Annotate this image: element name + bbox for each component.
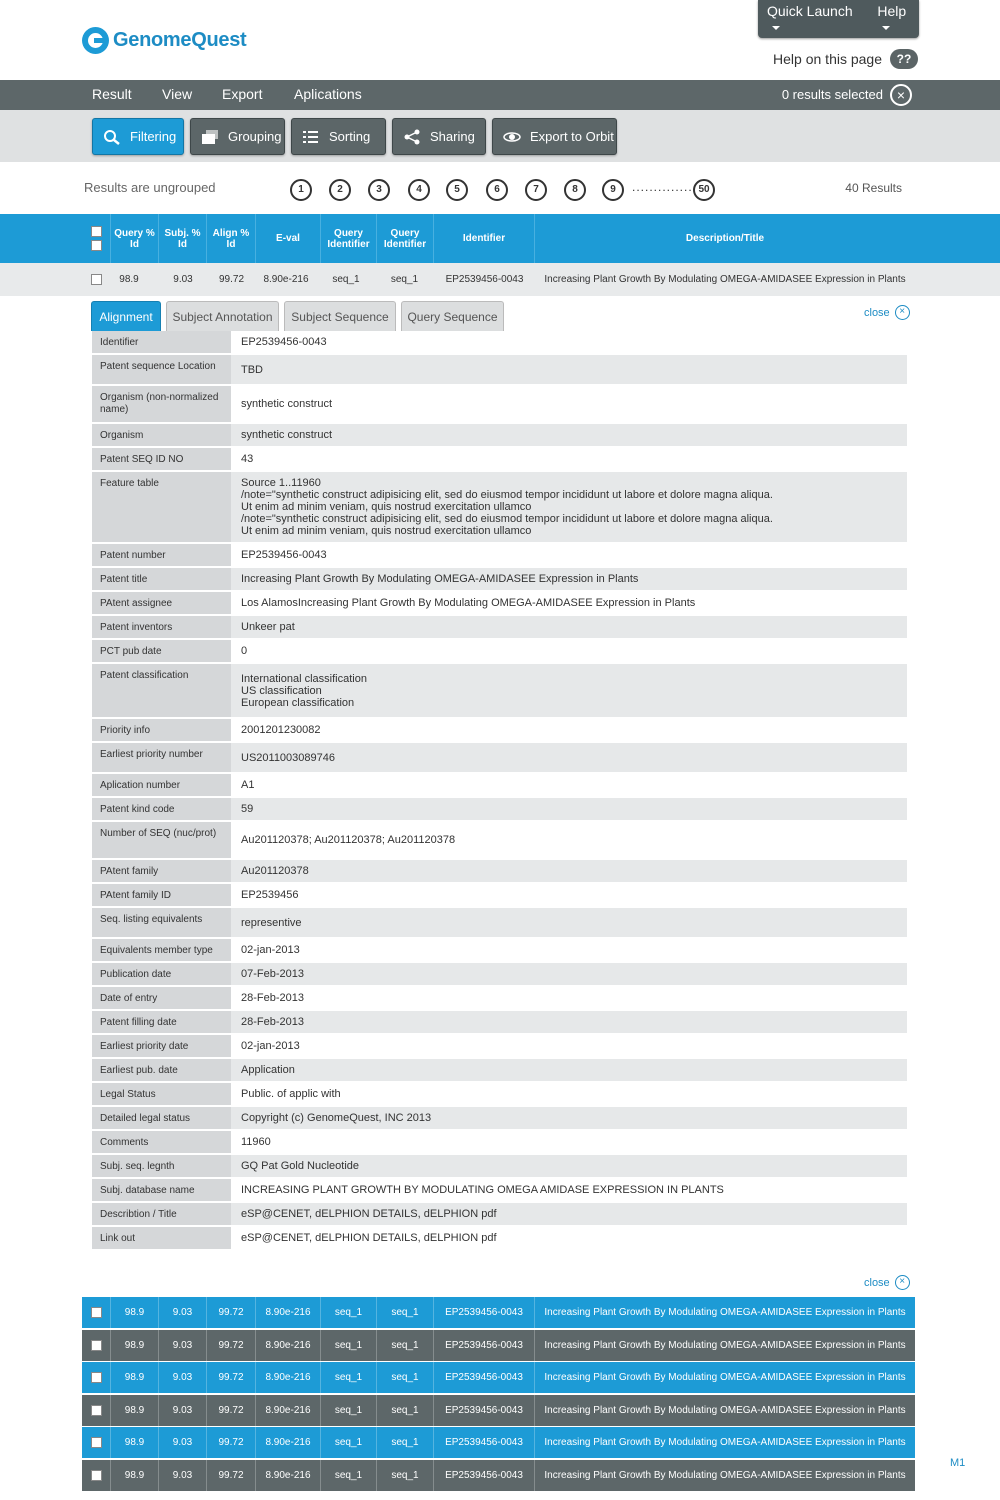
detail-label: PCT pub date [92, 640, 231, 662]
cell-identifier: EP2539456-0043 [434, 1362, 535, 1393]
detail-label: Earliest priority date [92, 1035, 231, 1057]
clear-selection-icon[interactable]: × [890, 84, 912, 106]
row-checkbox[interactable] [91, 1307, 102, 1318]
result-count: 40 Results [845, 181, 902, 195]
detail-row [92, 860, 907, 884]
cell-e-val: 8.90e-216 [256, 1330, 321, 1361]
select-all-header [82, 214, 111, 263]
detail-value: A1 [231, 774, 907, 796]
cell-identifier: EP2539456-0043 [434, 1330, 535, 1361]
cell-description: Increasing Plant Growth By Modulating OMEGA-AMIDASEE Expression in Plants [544, 1307, 906, 1318]
detail-row [92, 743, 907, 774]
help-on-page-label: Help on this page [773, 51, 882, 67]
cell-subj-id: 9.03 [159, 1427, 207, 1458]
stack-icon [201, 129, 219, 145]
cell-description: Increasing Plant Growth By Modulating OMEGA-AMIDASEE Expression in Plants [544, 1437, 906, 1448]
detail-label: Patent classification [92, 664, 231, 717]
row-checkbox-cell [82, 1395, 111, 1426]
row-checkbox[interactable] [91, 1340, 102, 1351]
detail-row [92, 386, 907, 424]
cell-query-id: 98.9 [111, 1395, 159, 1426]
cell-query-id: 98.9 [111, 1330, 159, 1361]
detail-row [92, 939, 907, 963]
select-none-checkbox[interactable] [91, 240, 102, 251]
page-last[interactable]: 50 [693, 179, 715, 201]
quick-launch-bar [758, 0, 919, 38]
main-menu-bar [0, 80, 1000, 110]
cell-query-id: 98.9 [111, 1297, 159, 1328]
detail-label: Equivalents member type [92, 939, 231, 961]
cell-query-id: 98.9 [119, 274, 139, 285]
detail-value: 02-jan-2013 [231, 1035, 907, 1057]
table-row[interactable] [82, 1460, 915, 1491]
cell-description: Increasing Plant Growth By Modulating OMEGA-AMIDASEE Expression in Plants [544, 1404, 906, 1416]
results-table-header [0, 214, 1000, 263]
grouping-status: Results are ungrouped [84, 180, 216, 195]
detail-label: Detailed legal status [92, 1107, 231, 1129]
table-row-expanded[interactable] [0, 263, 1000, 296]
detail-row [92, 616, 907, 640]
col-query-identifier-2[interactable]: Query Identifier [377, 214, 434, 263]
row-checkbox[interactable] [91, 1405, 102, 1416]
page-4[interactable]: 4 [408, 179, 430, 201]
table-row[interactable] [82, 1297, 915, 1328]
cell-align-id: 99.72 [207, 1297, 256, 1328]
col-query-id[interactable]: Query % Id [111, 214, 159, 263]
cell-query-identifier: seq_1 [321, 1297, 377, 1328]
cell-align-id: 99.72 [207, 1395, 256, 1426]
page-3[interactable]: 3 [368, 179, 390, 201]
detail-label: Feature table [92, 472, 231, 542]
detail-label: Number of SEQ (nuc/prot) [92, 822, 231, 858]
col-identifier[interactable]: Identifier [434, 214, 535, 263]
sorting-label: Sorting [329, 129, 371, 144]
cell-identifier: EP2539456-0043 [434, 1427, 535, 1458]
detail-value: INCREASING PLANT GROWTH BY MODULATING OMEGA AMIDASE EXPRESSION IN PLANTS [231, 1179, 907, 1201]
cell-subj-id: 9.03 [159, 1362, 207, 1393]
cell-identifier: EP2539456-0043 [434, 1297, 535, 1328]
detail-label: PAtent family ID [92, 884, 231, 906]
export-to-orbit-button[interactable] [492, 118, 617, 155]
detail-label: PAtent assignee [92, 592, 231, 614]
cell-align-id: 99.72 [207, 1460, 256, 1491]
cell-identifier: EP2539456-0043 [445, 274, 524, 285]
share-icon [403, 129, 421, 145]
row-checkbox-cell [82, 1362, 111, 1393]
cell-e-val: 8.90e-216 [256, 1395, 321, 1426]
cell-description: Increasing Plant Growth By Modulating OMEGA-AMIDASEE Expression in Plants [544, 274, 906, 285]
detail-row [92, 719, 907, 743]
page-8[interactable]: 8 [564, 179, 586, 201]
detail-value: Los AlamosIncreasing Plant Growth By Modulating OMEGA-AMIDASEE Expression in Plants [231, 592, 907, 614]
table-row[interactable] [82, 1330, 915, 1361]
detail-value: representive [231, 908, 907, 937]
grouping-label: Grouping [228, 129, 282, 144]
cell-query-identifier-2: seq_1 [377, 1460, 434, 1491]
menu-export[interactable]: Export [222, 86, 263, 102]
detail-value: EP2539456 [231, 884, 907, 906]
cell-description: Increasing Plant Growth By Modulating OMEGA-AMIDASEE Expression in Plants [544, 1469, 906, 1481]
detail-row [92, 331, 907, 355]
detail-row [92, 963, 907, 987]
detail-row [92, 1059, 907, 1083]
cell-subj-id: 9.03 [159, 1460, 207, 1491]
detail-row [92, 1083, 907, 1107]
page-5[interactable]: 5 [446, 179, 468, 201]
pagination-ellipsis: .............. [632, 180, 693, 194]
detail-value: Au201120378; Au201120378; Au201120378 [231, 822, 907, 858]
detail-value: 43 [231, 448, 907, 470]
cell-query-identifier-2: seq_1 [390, 274, 419, 285]
detail-row [92, 355, 907, 386]
detail-label: Seq. listing equivalents [92, 908, 231, 937]
help-on-page-link[interactable] [773, 49, 918, 69]
detail-value: Unkeer pat [231, 616, 907, 638]
detail-row [92, 774, 907, 798]
detail-label: Date of entry [92, 987, 231, 1009]
sharing-button[interactable] [392, 118, 486, 155]
close-icon: × [895, 305, 910, 320]
detail-row [92, 592, 907, 616]
detail-row [92, 640, 907, 664]
cell-query-identifier: seq_1 [332, 274, 360, 285]
detail-row [92, 1107, 907, 1131]
close-label: close [864, 306, 890, 319]
detail-label: Patent SEQ ID NO [92, 448, 231, 470]
cell-description: Increasing Plant Growth By Modulating OMEGA-AMIDASEE Expression in Plants [544, 1372, 906, 1383]
detail-label: Organism (non-normalized name) [92, 386, 231, 422]
detail-row [92, 987, 907, 1011]
detail-row [92, 544, 907, 568]
detail-label: Comments [92, 1131, 231, 1153]
cell-e-val: 8.90e-216 [263, 274, 309, 285]
col-align-id[interactable]: Align % Id [207, 214, 256, 263]
detail-label: Priority info [92, 719, 231, 741]
detail-value: synthetic construct [231, 386, 907, 422]
cell-e-val: 8.90e-216 [256, 1460, 321, 1491]
detail-value: GQ Pat Gold Nucleotide [231, 1155, 907, 1177]
logo-icon [82, 27, 109, 54]
detail-value: 2001201230082 [231, 719, 907, 741]
cell-query-identifier-2: seq_1 [377, 1362, 434, 1393]
cell-query-id: 98.9 [111, 1427, 159, 1458]
detail-value: Source 1..11960 /note="synthetic construct adipisicing elit, sed do eiusmod tempor incididunt ut labore et dolore magna aliqua. Ut enim ad minim veniam, quis nostrud exercitation ullamco /note="synthetic construct adipisicing elit, sed do eiusmod tempor incididunt ut labore et dolore magna aliqua. Ut enim ad minim veniam, quis nostrud exercitation ullamco [231, 472, 907, 542]
page-6[interactable]: 6 [486, 179, 508, 201]
toolbar [0, 110, 1000, 162]
cell-e-val: 8.90e-216 [256, 1297, 321, 1328]
detail-label: Patent inventors [92, 616, 231, 638]
detail-label: Identifier [92, 331, 231, 353]
detail-label: Legal Status [92, 1083, 231, 1105]
cell-subj-id: 9.03 [159, 1297, 207, 1328]
tab-subject-annotation[interactable]: Subject Annotation [166, 301, 279, 331]
col-description[interactable]: Description/Title [685, 233, 765, 244]
cell-e-val: 8.90e-216 [256, 1427, 321, 1458]
search-icon [103, 129, 121, 145]
cell-align-id: 99.72 [207, 1330, 256, 1361]
tab-subject-sequence[interactable]: Subject Sequence [284, 301, 396, 331]
selected-count: 0 results selected [781, 87, 883, 102]
page-9[interactable]: 9 [602, 179, 624, 201]
detail-label: PAtent family [92, 860, 231, 882]
close-icon: × [895, 1275, 910, 1290]
row-checkbox[interactable] [91, 1372, 102, 1383]
detail-value: EP2539456-0043 [231, 331, 907, 353]
detail-label: Describtion / Title [92, 1203, 231, 1225]
cell-query-identifier: seq_1 [321, 1362, 377, 1393]
detail-label: Patent number [92, 544, 231, 566]
cell-query-id: 98.9 [111, 1362, 159, 1393]
cell-subj-id: 9.03 [159, 1395, 207, 1426]
cell-align-id: 99.72 [207, 1427, 256, 1458]
detail-value: TBD [231, 355, 907, 384]
col-e-val[interactable]: E-val [256, 214, 321, 263]
orbit-icon [503, 129, 521, 145]
detail-row [92, 1203, 907, 1227]
detail-row [92, 568, 907, 592]
row-checkbox-cell [82, 263, 111, 296]
sharing-label: Sharing [430, 129, 475, 144]
cell-e-val: 8.90e-216 [256, 1362, 321, 1393]
table-row[interactable] [82, 1427, 915, 1458]
close-detail-top[interactable] [864, 305, 910, 320]
row-checkbox[interactable] [91, 1437, 102, 1448]
help-menu[interactable]: Help [877, 3, 919, 35]
menu-result[interactable]: Result [92, 86, 132, 102]
detail-value: 59 [231, 798, 907, 820]
cell-subj-id: 9.03 [159, 1330, 207, 1361]
detail-row [92, 1155, 907, 1179]
detail-row [92, 884, 907, 908]
export-to-orbit-label: Export to Orbit [530, 129, 614, 144]
detail-value: Copyright (c) GenomeQuest, INC 2013 [231, 1107, 907, 1129]
detail-value: Au201120378 [231, 860, 907, 882]
detail-row [92, 908, 907, 939]
grouping-button[interactable] [190, 118, 285, 155]
detail-row [92, 472, 907, 544]
row-checkbox[interactable] [91, 1470, 102, 1481]
tab-alignment[interactable]: Alignment [91, 301, 161, 331]
detail-value: International classification US classification European classification [231, 664, 907, 717]
detail-row [92, 424, 907, 448]
detail-value: 07-Feb-2013 [231, 963, 907, 985]
detail-value: Increasing Plant Growth By Modulating OMEGA-AMIDASEE Expression in Plants [231, 568, 907, 590]
detail-row [92, 1131, 907, 1155]
detail-label: Subj. database name [92, 1179, 231, 1201]
page-1[interactable]: 1 [290, 179, 312, 201]
cell-query-id: 98.9 [111, 1460, 159, 1491]
cell-query-identifier-2: seq_1 [377, 1395, 434, 1426]
detail-value: 28-Feb-2013 [231, 1011, 907, 1033]
cell-query-identifier-2: seq_1 [377, 1297, 434, 1328]
detail-value: eSP@CENET, dELPHION DETAILS, dELPHION pdf [231, 1227, 907, 1249]
menu-applications[interactable]: Aplications [294, 86, 362, 102]
row-checkbox-cell [82, 1460, 111, 1491]
detail-label: Aplication number [92, 774, 231, 796]
detail-value: Application [231, 1059, 907, 1081]
detail-row [92, 664, 907, 719]
filtering-button[interactable] [92, 118, 184, 155]
detail-value: US2011003089746 [231, 743, 907, 772]
page-2[interactable]: 2 [329, 179, 351, 201]
cell-align-id: 99.72 [207, 1362, 256, 1393]
row-checkbox[interactable] [91, 274, 102, 285]
app-header [0, 0, 1000, 80]
detail-label: Subj. seq. legnth [92, 1155, 231, 1177]
cell-query-identifier: seq_1 [321, 1427, 377, 1458]
sorting-button[interactable] [291, 118, 386, 155]
tab-query-sequence[interactable]: Query Sequence [401, 301, 504, 331]
detail-value: Public. of applic with [231, 1083, 907, 1105]
detail-value: 11960 [231, 1131, 907, 1153]
detail-row [92, 822, 907, 860]
detail-value: synthetic construct [231, 424, 907, 446]
detail-label: Patent title [92, 568, 231, 590]
detail-value: eSP@CENET, dELPHION DETAILS, dELPHION pdf [231, 1203, 907, 1225]
cell-query-identifier: seq_1 [321, 1460, 377, 1491]
detail-label: Patent sequence Location [92, 355, 231, 384]
detail-label: Earliest priority number [92, 743, 231, 772]
logo-text: GenomeQuest [113, 29, 247, 51]
table-row[interactable] [82, 1395, 915, 1426]
row-checkbox-cell [82, 1297, 111, 1328]
detail-label: Patent kind code [92, 798, 231, 820]
chevron-down-icon [772, 26, 780, 30]
detail-value: 0 [231, 640, 907, 662]
cell-query-identifier: seq_1 [321, 1395, 377, 1426]
table-row[interactable] [82, 1362, 915, 1393]
cell-identifier: EP2539456-0043 [434, 1395, 535, 1426]
genomequest-logo[interactable] [82, 27, 246, 54]
detail-label: Earliest pub. date [92, 1059, 231, 1081]
cell-align-id: 99.72 [218, 274, 245, 285]
quick-launch-menu[interactable]: Quick Launch [767, 3, 865, 35]
detail-label: Link out [92, 1227, 231, 1249]
close-detail-bottom[interactable] [864, 1275, 910, 1290]
cell-description: Increasing Plant Growth By Modulating OMEGA-AMIDASEE Expression in Plants [544, 1339, 906, 1351]
col-query-identifier[interactable]: Query Identifier [321, 214, 377, 263]
cell-query-identifier-2: seq_1 [377, 1330, 434, 1361]
list-icon [302, 129, 320, 145]
cell-query-identifier: seq_1 [321, 1330, 377, 1361]
detail-row [92, 1227, 907, 1251]
detail-label: Publication date [92, 963, 231, 985]
detail-row [92, 1011, 907, 1035]
cell-subj-id: 9.03 [173, 274, 193, 285]
detail-row [92, 448, 907, 472]
filtering-label: Filtering [130, 129, 177, 144]
detail-value: EP2539456-0043 [231, 544, 907, 566]
row-checkbox-cell [82, 1330, 111, 1361]
detail-value: 02-jan-2013 [231, 939, 907, 961]
help-bubble-icon: ?? [890, 49, 918, 69]
detail-row [92, 1179, 907, 1203]
menu-view[interactable]: View [162, 86, 193, 102]
cell-query-identifier-2: seq_1 [377, 1427, 434, 1458]
row-checkbox-cell [82, 1427, 111, 1458]
close-label: close [864, 1276, 890, 1289]
corner-label: M1 [950, 1457, 966, 1469]
select-all-checkbox[interactable] [91, 226, 102, 237]
detail-row [92, 798, 907, 822]
col-subj-id[interactable]: Subj. % Id [159, 214, 207, 263]
detail-row [92, 1035, 907, 1059]
detail-table [92, 331, 907, 1251]
cell-identifier: EP2539456-0043 [434, 1460, 535, 1491]
page-7[interactable]: 7 [525, 179, 547, 201]
detail-value: 28-Feb-2013 [231, 987, 907, 1009]
detail-label: Organism [92, 424, 231, 446]
pagination-bar [0, 162, 1000, 214]
detail-label: Patent filling date [92, 1011, 231, 1033]
chevron-down-icon [882, 26, 890, 30]
